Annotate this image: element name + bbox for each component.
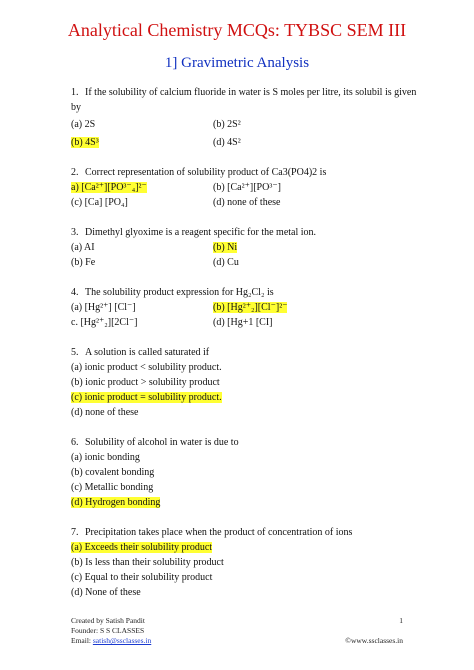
question-number: 4. bbox=[71, 287, 79, 298]
question-text: Solubility of alcohol in water is due to bbox=[85, 437, 239, 448]
question-6 bbox=[71, 435, 421, 510]
correct-answer-highlight: (b) [Hg²⁺₂][Cl⁻]²⁻ bbox=[213, 302, 288, 313]
question-text: The solubility product expression for Hg₂Cl₂ is bbox=[85, 287, 274, 298]
option-d: (d) Cu bbox=[213, 257, 239, 268]
option-c: (b) Fe bbox=[71, 257, 96, 268]
footer-founder: Founder: S S CLASSES bbox=[71, 626, 145, 635]
option-d: (d) [Hg+1 [CI] bbox=[213, 317, 273, 328]
option-c: (c) Metallic bonding bbox=[71, 482, 154, 493]
footer-website[interactable]: ©www.ssclasses.in bbox=[345, 636, 403, 645]
email-link[interactable]: satish@ssclasses.in bbox=[92, 636, 152, 645]
question-text: If the solubility of calcium fluoride in water is S moles per litre, its solubil is given by bbox=[71, 87, 417, 113]
option-c bbox=[71, 390, 421, 405]
question-text: Correct representation of solubility product of Ca3(PO4)2 is bbox=[85, 167, 327, 178]
footer-author: Created by Satish Pandit bbox=[71, 616, 145, 625]
option-d: (d) 4S² bbox=[213, 137, 241, 148]
question-1 bbox=[71, 85, 421, 150]
question-5 bbox=[71, 345, 421, 420]
option-b bbox=[213, 300, 343, 315]
question-text: Precipitation takes place when the product of concentration of ions bbox=[85, 527, 353, 538]
question-3 bbox=[71, 225, 421, 270]
option-a: (a) 2S bbox=[71, 119, 96, 130]
option-c: c. [Hg²⁺₂][2Cl⁻] bbox=[71, 317, 138, 328]
option-c: (c) [Ca] [PO₄] bbox=[71, 197, 128, 208]
option-a: (a) ionic product < solubility product. bbox=[71, 362, 222, 373]
option-d: (d) None of these bbox=[71, 587, 141, 598]
option-d: (d) none of these bbox=[213, 197, 281, 208]
question-2 bbox=[71, 165, 421, 210]
option-b: (b) [Ca²⁺][PO³⁻] bbox=[213, 182, 281, 193]
option-b: (b) Is less than their solubility product bbox=[71, 557, 224, 568]
question-4 bbox=[71, 285, 421, 330]
option-c: (c) Equal to their solubility product bbox=[71, 572, 213, 583]
page-number: 1 bbox=[399, 616, 403, 625]
footer-email: Email: satish@ssclasses.in bbox=[71, 636, 152, 645]
option-a: (a) AI bbox=[71, 242, 95, 253]
correct-answer-highlight: (a) Exceeds their solubility product bbox=[71, 542, 213, 553]
option-b: (b) covalent bonding bbox=[71, 467, 155, 478]
correct-answer-highlight: a) [Ca²⁺][PO³⁻₄]²⁻ bbox=[71, 182, 147, 193]
question-list bbox=[71, 70, 421, 600]
option-d bbox=[71, 495, 421, 510]
question-number: 7. bbox=[71, 527, 79, 538]
question-number: 2. bbox=[71, 167, 79, 178]
option-a bbox=[71, 180, 213, 195]
question-text: Dimethyl glyoxime is a reagent specific for the metal ion. bbox=[85, 227, 317, 238]
question-number: 3. bbox=[71, 227, 79, 238]
option-b: (b) ionic product > solubility product bbox=[71, 377, 220, 388]
correct-answer-highlight: (b) Ni bbox=[213, 242, 238, 253]
correct-answer-highlight: (c) ionic product = solubility product. bbox=[71, 392, 222, 403]
correct-answer-highlight: (b) 4S³ bbox=[71, 137, 99, 148]
option-b: (b) 2S² bbox=[213, 119, 241, 130]
question-number: 6. bbox=[71, 437, 79, 448]
question-7 bbox=[71, 525, 421, 600]
correct-answer-highlight: (d) Hydrogen bonding bbox=[71, 497, 161, 508]
option-a: (a) [Hg²⁺] [Cl⁻] bbox=[71, 302, 136, 313]
option-c bbox=[71, 135, 213, 150]
question-text: A solution is called saturated if bbox=[85, 347, 210, 358]
option-d: (d) none of these bbox=[71, 407, 139, 418]
question-number: 1. bbox=[71, 87, 79, 98]
option-b bbox=[213, 240, 343, 255]
page-footer bbox=[71, 616, 403, 646]
question-number: 5. bbox=[71, 347, 79, 358]
option-a: (a) ionic bonding bbox=[71, 452, 140, 463]
option-a bbox=[71, 540, 421, 555]
document-title: Analytical Chemistry MCQs: TYBSC SEM III bbox=[67, 20, 407, 40]
section-heading: 1] Gravimetric Analysis bbox=[164, 55, 310, 71]
